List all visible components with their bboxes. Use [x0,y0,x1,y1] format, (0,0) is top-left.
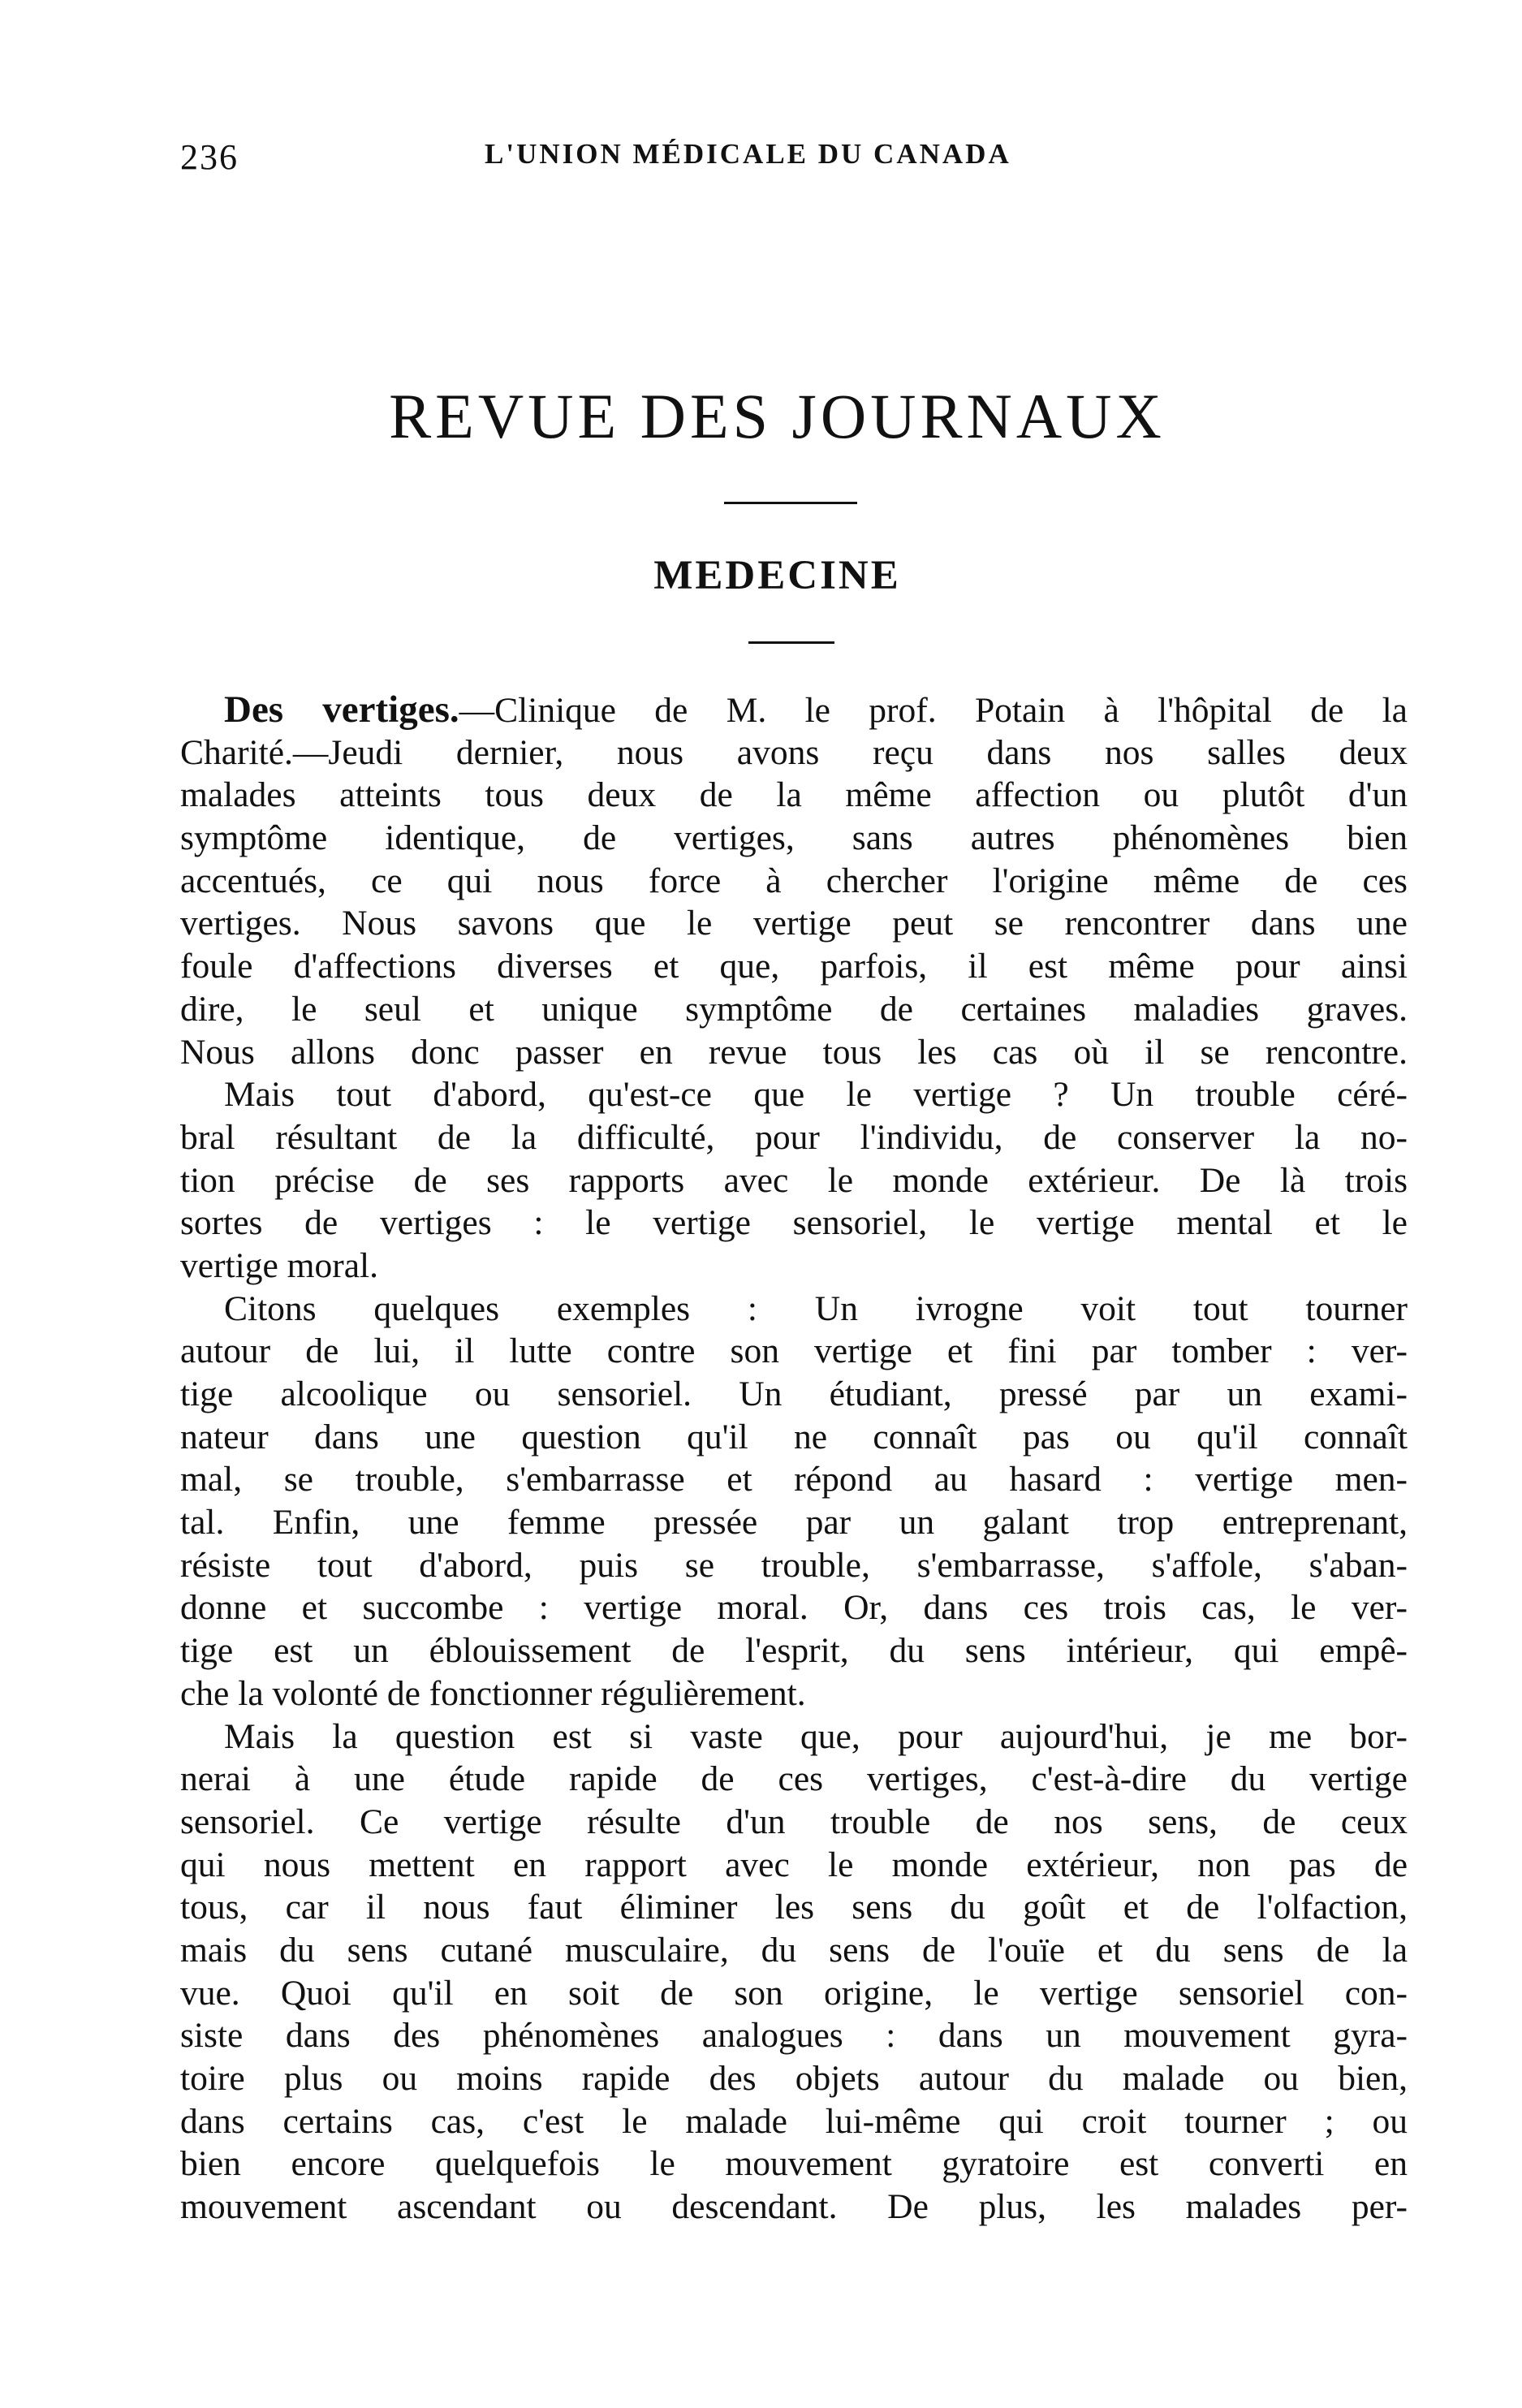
running-head [180,136,1398,185]
text-line: tige est un éblouissement de l'esprit, du sens intérieur, qui empê- [180,1631,1408,1671]
text-line: bral résultant de la difficulté, pour l'individu, de conserver la no- [180,1117,1408,1157]
text-line: dire, le seul et unique symptôme de certaines maladies graves. [180,989,1408,1029]
article-first-line [180,688,1408,731]
divider-rule [748,641,834,644]
text-line: tion précise de ses rapports avec le monde extérieur. De là trois [180,1160,1408,1200]
text-line: tal. Enfin, une femme pressée par un galant trop entreprenant, [180,1503,1408,1543]
text-line: malades atteints tous deux de la même affection ou plutôt d'un [180,775,1408,815]
text-line: symptôme identique, de vertiges, sans autres phénomènes bien [180,818,1408,858]
text-line: accentués, ce qui nous force à chercher l'origine même de ces [180,861,1408,900]
text-line: qui nous mettent en rapport avec le monde extérieur, non pas de [180,1845,1408,1884]
text-line: dans certains cas, c'est le malade lui-même qui croit tourner ; ou [180,2101,1408,2141]
subsection-title: MEDECINE [653,553,901,598]
page-number: 236 [180,137,239,177]
text-line: donne et succombe : vertige moral. Or, dans ces trois cas, le ver- [180,1588,1408,1628]
text-line: Mais tout d'abord, qu'est-ce que le vertige ? Un trouble céré- [224,1075,1408,1115]
text-line: vue. Quoi qu'il en soit de son origine, le vertige sensoriel con- [180,1973,1408,2013]
text-line: sensoriel. Ce vertige résulte d'un trouble de nos sens, de ceux [180,1802,1408,1841]
text-line: Nous allons donc passer en revue tous les cas où il se rencontre. [180,1032,1408,1072]
text-line: toire plus ou moins rapide des objets autour du malade ou bien, [180,2059,1408,2098]
text-line: Mais la question est si vaste que, pour aujourd'hui, je me bor- [224,1716,1408,1756]
text-line: nerai à une étude rapide de ces vertiges, c'est-à-dire du vertige [180,1759,1408,1799]
text-line: vertiges. Nous savons que le vertige peut se rencontrer dans une [180,904,1408,943]
journal-name: L'UNION MÉDICALE DU CANADA [485,138,1011,170]
text-line: mal, se trouble, s'embarrasse et répond au hasard : vertige men- [180,1460,1408,1500]
text-line: che la volonté de fonctionner régulièrement. [180,1673,806,1713]
text-line: sortes de vertiges : le vertige sensoriel, le vertige mental et le [180,1203,1408,1243]
text-line: tous, car il nous faut éliminer les sens du goût et de l'olfaction, [180,1888,1408,1927]
text-line: mais du sens cutané musculaire, du sens de l'ouïe et du sens de la [180,1930,1408,1970]
section-title: REVUE DES JOURNAUX [389,381,1166,451]
text-line: nateur dans une question qu'il ne connaît pas ou qu'il connaît [180,1417,1408,1456]
text-line: autour de lui, il lutte contre son vertige et fini par tomber : ver- [180,1331,1408,1371]
text-line: siste dans des phénomènes analogues : dans un mouvement gyra- [180,2016,1408,2056]
article-first-line-text: —Clinique de M. le prof. Potain à l'hôpital de la [459,691,1408,730]
article-title: Des vertiges. [224,688,459,731]
text-line: mouvement ascendant ou descendant. De plus, les malades per- [180,2187,1408,2227]
text-line: bien encore quelquefois le mouvement gyratoire est converti en [180,2144,1408,2184]
text-line: foule d'affections diverses et que, parfois, il est même pour ainsi [180,947,1408,986]
text-line: Charité.—Jeudi dernier, nous avons reçu dans nos salles deux [180,732,1408,772]
divider-rule [724,502,857,504]
article-body [180,688,1408,2229]
text-line: résiste tout d'abord, puis se trouble, s'embarrasse, s'affole, s'aban- [180,1545,1408,1585]
text-line: vertige moral. [180,1245,378,1285]
text-line: tige alcoolique ou sensoriel. Un étudiant, pressé par un exami- [180,1374,1408,1413]
text-line: Citons quelques exemples : Un ivrogne voit tout tourner [224,1288,1408,1328]
